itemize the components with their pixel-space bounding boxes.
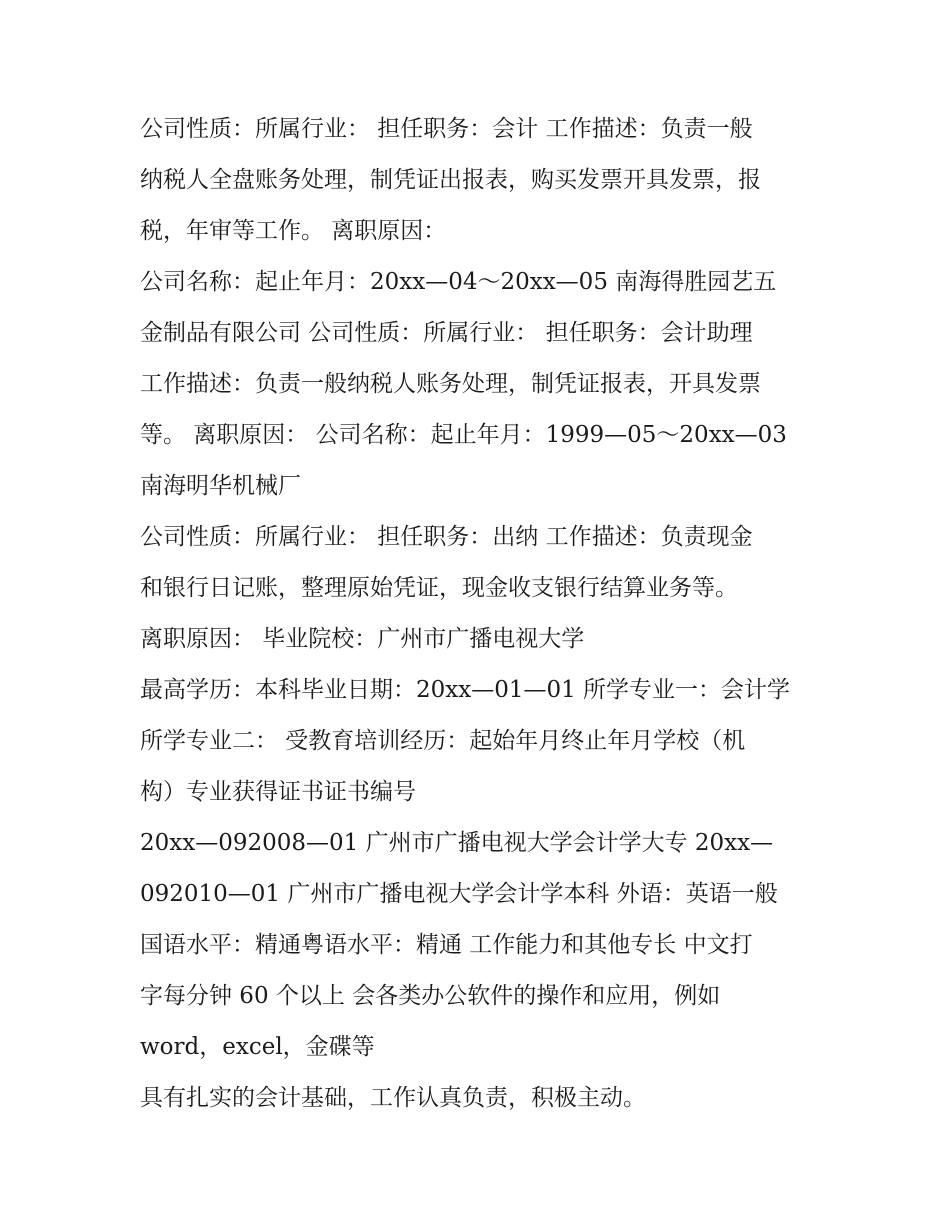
resume-text-block <box>140 104 830 1124</box>
text-line: 构）专业获得证书证书编号 <box>140 779 416 805</box>
text-line: 离职原因： 毕业院校：广州市广播电视大学 <box>140 626 585 652</box>
text-line: 纳税人全盘账务处理，制凭证出报表，购买发票开具发票，报 <box>140 167 761 193</box>
text-line: 公司名称：起止年月：20xx—04～20xx—05 南海得胜园艺五 <box>140 269 777 295</box>
text-line: 092010—01 广州市广播电视大学会计学本科 外语：英语一般 <box>140 881 778 907</box>
text-line: word，excel，金碟等 <box>140 1034 375 1060</box>
text-line: 工作描述：负责一般纳税人账务处理，制凭证报表，开具发票 <box>140 371 761 397</box>
text-line: 金制品有限公司 公司性质：所属行业： 担任职务：会计助理 <box>140 320 753 346</box>
text-line: 20xx—092008—01 广州市广播电视大学会计学大专 20xx— <box>140 830 774 856</box>
text-line: 南海明华机械厂 <box>140 473 301 499</box>
text-line: 最高学历：本科毕业日期：20xx—01—01 所学专业一：会计学 <box>140 677 791 703</box>
text-line: 公司性质：所属行业： 担任职务：会计 工作描述：负责一般 <box>140 116 753 142</box>
text-line: 字每分钟 60 个以上 会各类办公软件的操作和应用，例如 <box>140 983 721 1009</box>
text-line: 国语水平：精通粤语水平：精通 工作能力和其他专长 中文打 <box>140 932 753 958</box>
text-line: 税，年审等工作。 离职原因： <box>140 218 447 244</box>
text-line: 所学专业二： 受教育培训经历：起始年月终止年月学校（机 <box>140 728 746 754</box>
text-line: 具有扎实的会计基础，工作认真负责，积极主动。 <box>140 1085 646 1111</box>
text-line: 公司性质：所属行业： 担任职务：出纳 工作描述：负责现金 <box>140 524 753 550</box>
text-line: 和银行日记账，整理原始凭证，现金收支银行结算业务等。 <box>140 575 738 601</box>
text-line: 等。 离职原因： 公司名称：起止年月：1999—05～20xx—03 <box>140 422 787 448</box>
